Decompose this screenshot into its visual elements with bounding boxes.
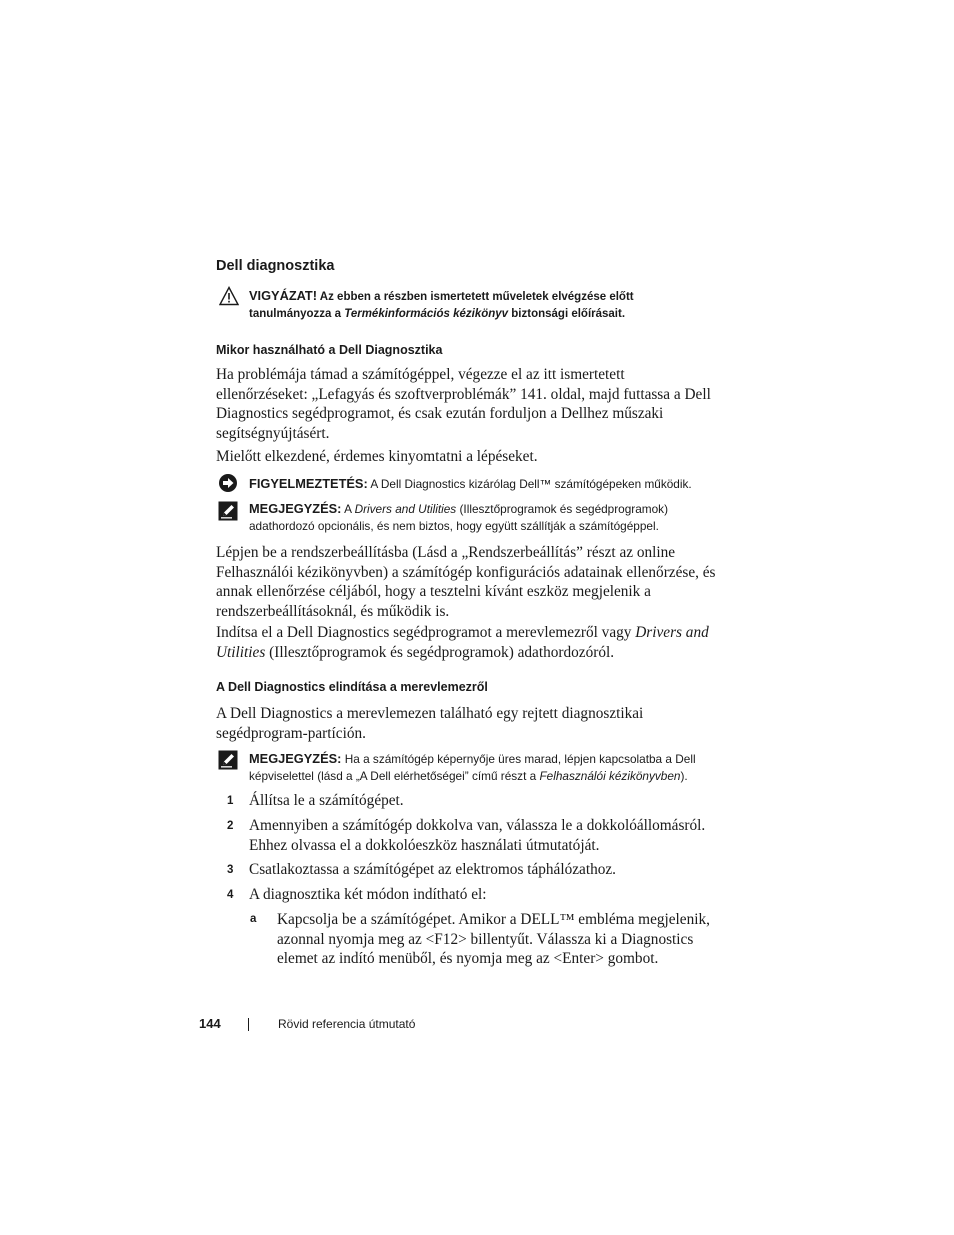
caution-text-end: biztonsági előírásait. [511, 307, 626, 320]
caution-text: Az ebben a részben ismertetett műveletek elvégzése előtt tanulmányozza a [249, 291, 634, 320]
paragraph-partition: A Dell Diagnostics a merevlemezen található egy rejtett diagnosztikai segédprogram-partíción. [216, 705, 644, 742]
note-block-drivers [249, 501, 719, 534]
step-number: 4 [227, 889, 234, 901]
caution-text-italic: Termékinformációs kézikönyv [344, 307, 509, 320]
footer-title: Rövid referencia útmutató [278, 1017, 416, 1031]
note-text-b: ). [680, 768, 688, 783]
note-text-a: Ha a számítógép képernyője üres marad, lépjen kapcsolatba a Dell képviselettel (lásd a „A Dell elérhetőségei” című részt a [249, 752, 696, 783]
paragraph-start-b: (Illesztőprogramok és segédprogramok) adathordozóról. [269, 643, 615, 661]
step-text: Csatlakoztassa a számítógépet az elektromos táphálózathoz. [249, 861, 616, 878]
paragraph-print: Mielőtt elkezdené, érdemes kinyomtatni a lépéseket. [216, 448, 538, 465]
caution-label: VIGYÁZAT! [249, 288, 318, 303]
note-pencil-icon [218, 750, 238, 770]
substep-text: Kapcsolja be a számítógépet. Amikor a DELL™ embléma megjelenik, azonnal nyomja meg az <F12> billentyűt. Válassza ki a Diagnostics elemet az indító menüből, és nyomja meg az <Enter> gombot. [277, 911, 710, 967]
note-text-italic: Felhasználói kézikönyvben [539, 768, 681, 783]
paragraph-start-italic: Drivers and Utilities [216, 624, 709, 661]
footer-divider [248, 1018, 249, 1031]
warning-triangle-icon [219, 286, 239, 306]
paragraph-setup: Lépjen be a rendszerbeállításba (Lásd a „Rendszerbeállítás” részt az online Felhasználói kézikönyvben) a számítógép konfigurációs adatainak ellenőrzése, és annak ellenőrzése céljából, hogy a tesztelni kívánt eszköz megjelenik a rendszerbeállításoknál, és működik is. [216, 544, 716, 620]
note-block-screen [249, 751, 719, 784]
page-number: 144 [199, 1016, 221, 1031]
note-pencil-icon [218, 501, 238, 521]
substep-letter: a [250, 913, 257, 925]
notice-block [249, 476, 719, 493]
note-text-b: (Illesztőprogramok és segédprogramok) adathordozó opcionális, és nem biztos, hogy együtt szállítják a számítógéppel. [249, 502, 669, 533]
step-text: A diagnosztika két módon indítható el: [249, 886, 487, 903]
paragraph-start [216, 623, 716, 662]
step-number: 2 [227, 820, 234, 832]
note-label: MEGJEGYZÉS: [249, 751, 342, 766]
note-text-italic: Drivers and Utilities [354, 502, 457, 516]
note-label: MEGJEGYZÉS: [249, 501, 342, 516]
section-title: Dell diagnosztika [216, 258, 335, 274]
caution-block [249, 288, 709, 322]
notice-label: FIGYELMEZTETÉS: [249, 476, 368, 491]
step-text: Állítsa le a számítógépet. [249, 792, 404, 809]
step-text: Amennyiben a számítógép dokkolva van, válassza le a dokkolóállomásról. Ehhez olvassa el a dokkolóeszköz használati útmutatóját. [249, 817, 706, 854]
notice-arrow-icon [218, 473, 238, 493]
step-number: 3 [227, 864, 234, 876]
subsection-title-harddrive: A Dell Diagnostics elindítása a merevlemezről [216, 680, 488, 694]
paragraph-when: Ha problémája támad a számítógéppel, végezze el az itt ismertetett ellenőrzéseket: „Lefagyás és szoftverproblémák” 141. oldal, majd futtassa a Dell Diagnostics segédprogramot, és csak ezután forduljon a Dellhez műszaki segítségnyújtásért. [216, 366, 711, 442]
paragraph-start-a: Indítsa el a Dell Diagnostics segédprogramot a merevlemezről vagy [216, 624, 632, 641]
step-number: 1 [227, 795, 234, 807]
subsection-title-when: Mikor használható a Dell Diagnosztika [216, 343, 443, 357]
notice-text: A Dell Diagnostics kizárólag Dell™ számítógépeken működik. [370, 477, 692, 491]
note-text-a: A [344, 502, 352, 516]
